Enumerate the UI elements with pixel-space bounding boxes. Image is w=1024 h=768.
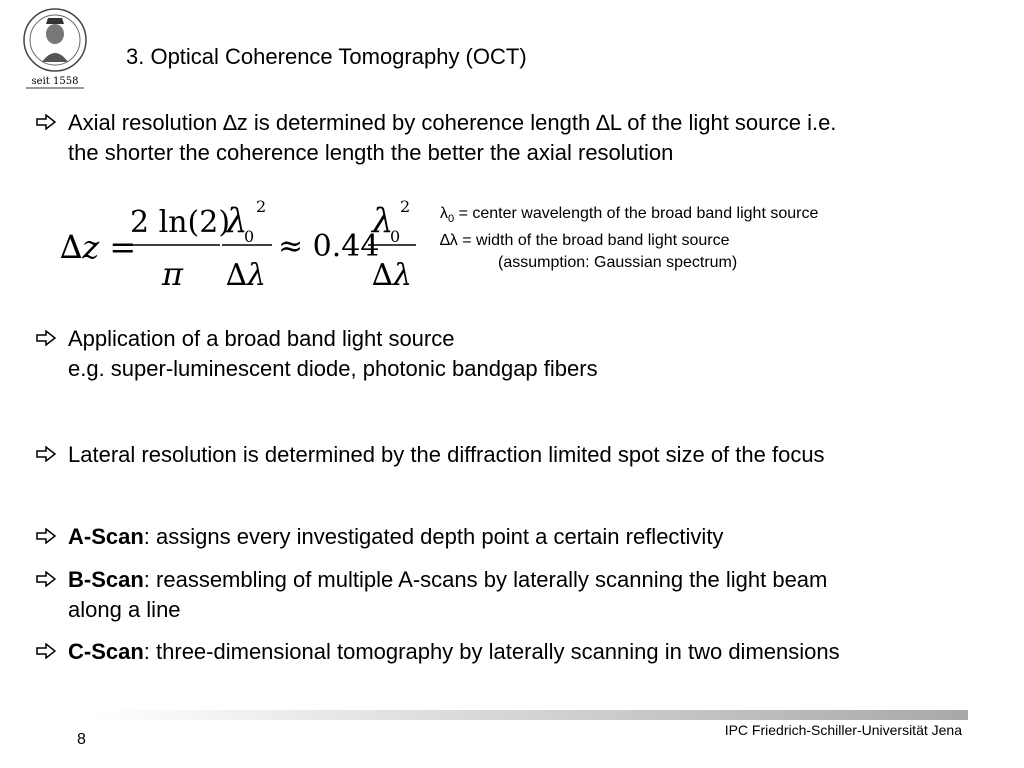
slide-title: 3. Optical Coherence Tomography (OCT) bbox=[126, 44, 527, 69]
page-number: 8 bbox=[77, 731, 86, 748]
bullet-axial-resolution bbox=[36, 108, 976, 168]
definition-assumption: (assumption: Gaussian spectrum) bbox=[498, 254, 738, 272]
formula-num3-sup: 2 bbox=[400, 197, 411, 216]
a-scan-term: A-Scan bbox=[68, 524, 144, 549]
definition-dlambda bbox=[440, 230, 818, 252]
bullet-broadband-source bbox=[36, 324, 976, 384]
b-scan-text: : reassembling of multiple A-scans by laterally scanning the light beam bbox=[143, 567, 828, 592]
formula-num2-sup: 2 bbox=[256, 197, 267, 216]
footer-gradient-bar bbox=[96, 710, 968, 720]
formula-den2: ∆λ bbox=[226, 258, 266, 293]
c-scan-text: : three-dimensional tomography by laterally scanning in two dimensions bbox=[143, 639, 840, 664]
hollow-arrow-icon bbox=[36, 446, 56, 462]
b-scan-text-line2: along a line bbox=[68, 597, 181, 622]
formula-definitions bbox=[440, 203, 818, 274]
lambda0-symbol: λ bbox=[440, 205, 448, 222]
university-seal-logo bbox=[22, 4, 88, 96]
dlambda-text: = width of the broad band light source bbox=[457, 232, 730, 250]
bullet-line: e.g. super-luminescent diode, photonic bandgap fibers bbox=[68, 356, 598, 381]
bullet-b-scan bbox=[36, 565, 976, 625]
definition-lambda0 bbox=[440, 203, 818, 230]
hollow-arrow-icon bbox=[36, 330, 56, 346]
formula-num1: 2 ln(2) bbox=[130, 205, 231, 240]
footer-institution: IPC Friedrich-Schiller-Universität Jena bbox=[724, 722, 962, 738]
bullet-line: the shorter the coherence length the better the axial resolution bbox=[68, 140, 674, 165]
formula-lhs: ∆z = bbox=[60, 228, 137, 266]
dlambda-symbol: ∆λ bbox=[440, 232, 458, 250]
hollow-arrow-icon bbox=[36, 643, 56, 659]
lambda0-text: = center wavelength of the broad band light source bbox=[454, 205, 819, 222]
lambda0-subscript: 0 bbox=[448, 213, 455, 226]
bullet-lateral-resolution bbox=[36, 440, 976, 470]
formula-den1: π bbox=[162, 255, 184, 293]
hollow-arrow-icon bbox=[36, 571, 56, 587]
formula-num3: λ bbox=[372, 201, 394, 241]
b-scan-term: B-Scan bbox=[68, 567, 144, 592]
c-scan-term: C-Scan bbox=[68, 639, 144, 664]
bullet-c-scan bbox=[36, 637, 976, 667]
formula-num2: λ bbox=[226, 201, 248, 241]
hollow-arrow-icon bbox=[36, 528, 56, 544]
formula-approx: ≈ 0.44 bbox=[278, 229, 380, 264]
bullet-line: Axial resolution ∆z is determined by coherence length ∆L of the light source i.e. bbox=[68, 110, 837, 135]
bullet-a-scan bbox=[36, 522, 976, 552]
formula-num3-sub: 0 bbox=[390, 227, 401, 246]
axial-resolution-formula bbox=[60, 190, 440, 300]
bullet-line: Lateral resolution is determined by the diffraction limited spot size of the focus bbox=[68, 442, 825, 467]
seal-caption: seit 1558 bbox=[31, 76, 79, 87]
a-scan-text: : assigns every investigated depth point a certain reflectivity bbox=[143, 524, 724, 549]
bullet-line: Application of a broad band light source bbox=[68, 326, 455, 351]
hollow-arrow-icon bbox=[36, 114, 56, 130]
formula-den3: ∆λ bbox=[372, 258, 412, 293]
formula-num2-sub: 0 bbox=[244, 227, 255, 246]
